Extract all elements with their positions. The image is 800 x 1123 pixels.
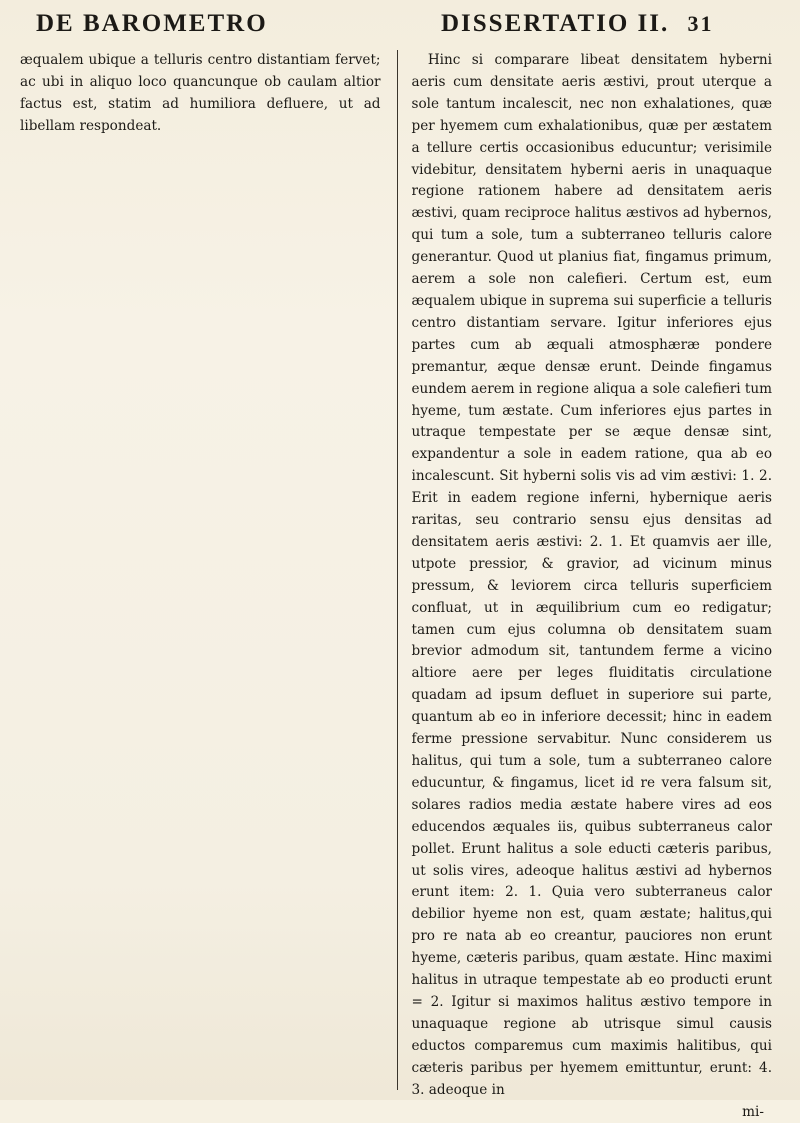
text-columns — [20, 50, 772, 1123]
header-right — [395, 10, 772, 38]
right-column — [412, 50, 773, 1123]
column-divider — [397, 50, 398, 1090]
left-column — [20, 50, 381, 1123]
header-left-title: DE BAROMETRO — [20, 10, 395, 38]
header-right-title: DISSERTATIO II. — [441, 10, 669, 37]
page-number: 31 — [688, 11, 714, 36]
running-head — [20, 10, 772, 46]
right-paragraph-1: Hinc si comparare libeat densitatem hyberni aeris cum densitate aeris æstivi, prout uterque a sole tantum incalescit, nec non exhalationes, quæ per hyemem cum exhalationibus, quæ per æstatem a tellure certis occasionibus educuntur; verisimile videbitur, densitatem hyberni aeris in unaquaque regione rationem habere ad densitatem aeris æstivi, quam reciproce halitus æstivos ad hybernos, qui tum a sole, tum a subterraneo telluris calore generantur. Quod ut planius fiat, fingamus primum, aerem a sole non calefieri. Certum est, eum æqualem ubique in suprema sui superficie a telluris centro distantiam servare. Igitur inferiores ejus partes cum ab æquali atmosphæræ pondere premantur, æque densæ erunt. Deinde fingamus eundem aerem in regione aliqua a sole calefieri tum hyeme, tum æstate. Cum inferiores ejus partes in utraque tempestate per se æque densæ sint, expandentur a sole in eadem ratione, qua ab eo incalescunt. Sit hyberni solis vis ad vim æstivi: 1. 2. Erit in eadem regione inferni, hybernique aeris raritas, seu contrario sensu ejus densitas ad densitatem aeris æstivi: 2. 1. Et quamvis aer ille, utpote pressior, & gravior, ad vicinum minus pressum, & leviorem circa telluris superficiem confluat, ut in æquilibrium cum eo redigatur; tamen cum ejus columna ob densitatem suam brevior admodum sit, tantundem ferme a vicino altiore aere per leges fluiditatis circulatione quadam ad ipsum defluet in superiore sui parte, quantum ab eo in inferiore decessit; hinc in eadem ferme pressione servabitur. Nunc considerem us halitus, qui tum a sole, tum a subterraneo calore educuntur, & fingamus, licet id re vera falsum sit, solares radios media æstate habere vires ad eos educendos æquales iis, quibus subterraneus calor pollet. Erunt halitus a sole educti cæteris paribus, ut solis vires, adeoque halitus æstivi ad hybernos erunt item: 2. 1. Quia vero subterraneus calor debilior hyeme non est, quam æstate; halitus,qui pro re nata ab eo creantur, pauciores non erunt hyeme, cæteris paribus, quam æstate. Hinc maximi halitus in utraque tempestate ab eo producti erunt = 2. Igitur si maximos halitus æstivo tempore in unaquaque regione ab utrisque simul causis eductos comparemus cum maximis halitibus, qui cæteris paribus per hyemem emittuntur, erunt: 4. 3. adeoque in — [412, 50, 773, 1102]
left-paragraph-1: æqualem ubique a telluris centro distantiam fervet; ac ubi in aliquo loco quancunque ob caulam altior factus est, statim ad humiliora defluere, ut ad libellam respondeat. — [20, 50, 381, 138]
catchword: mi- — [412, 1102, 773, 1123]
